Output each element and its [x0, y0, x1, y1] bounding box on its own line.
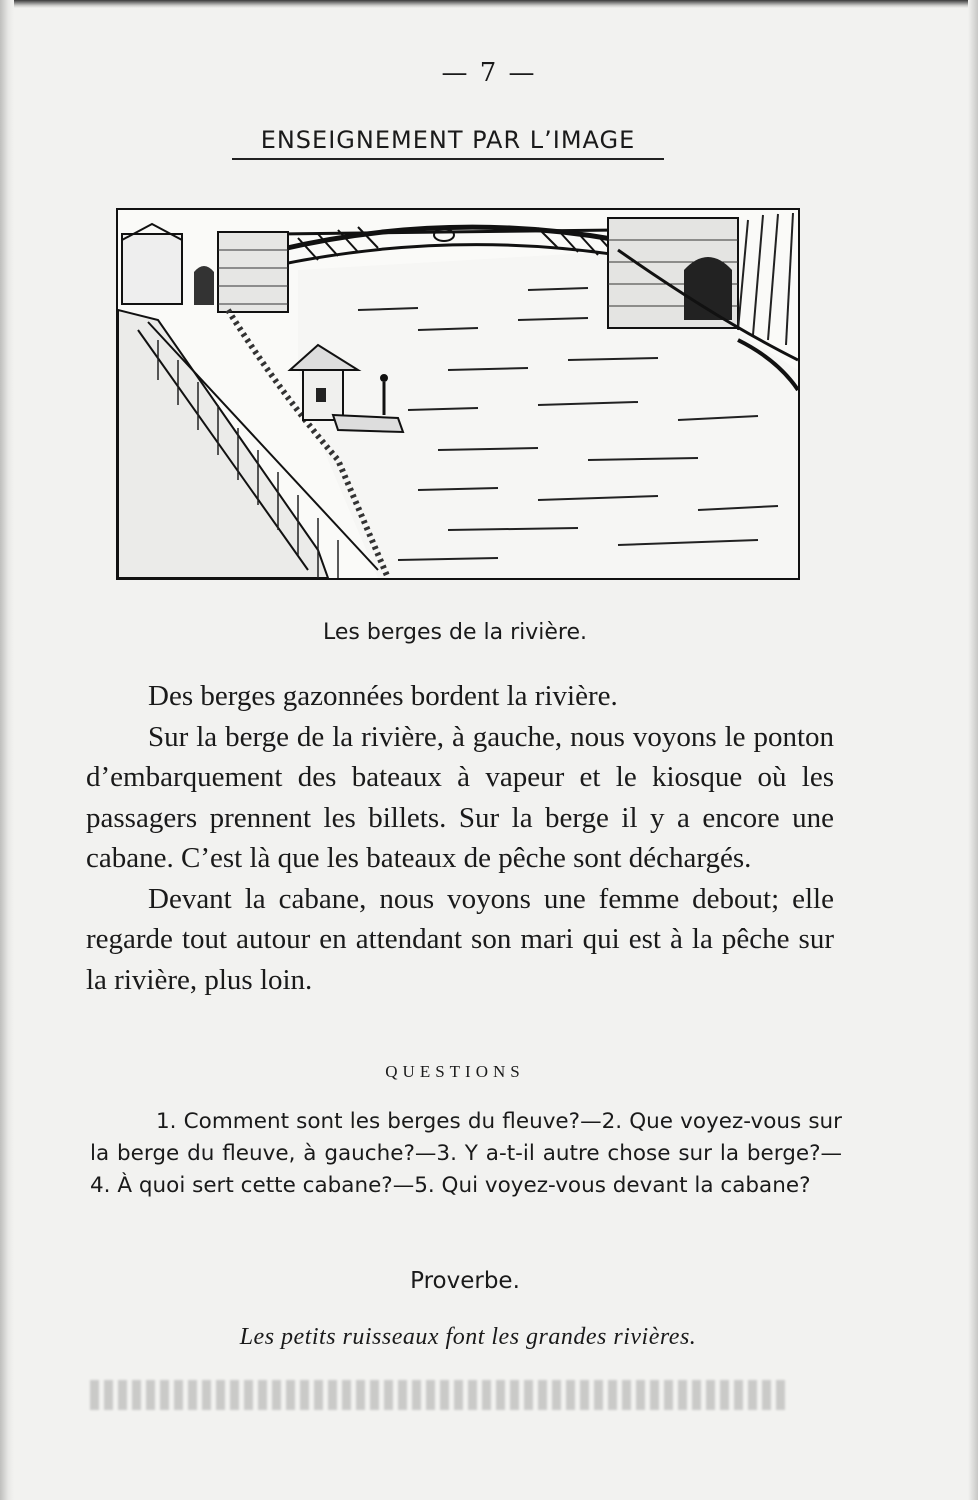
paragraph: Devant la cabane, nous voyons une femme debout; elle regarde tout autour en attendant son mari qui est à la pêche sur la rivière, plus loin. [86, 882, 834, 996]
paragraph: Des berges gazonnées bordent la rivière. [148, 680, 618, 712]
proverb-text: Les petits ruisseaux font les grandes rivières. [239, 1324, 697, 1350]
questions-text: 1. Comment sont les berges du fleuve?—2. Que voyez-vous sur la berge du fleuve, à gauche?—3. Y a-t-il autre chose sur la berge?— 4. À quoi sert cette cabane?—5. Qui voyez-vous devant la cabane? [90, 1109, 842, 1198]
questions-heading: QUESTIONS [385, 1062, 525, 1081]
section-title: ENSEIGNEMENT PAR L’IMAGE [232, 126, 664, 160]
page-number: — 7 — [441, 58, 537, 88]
paragraph: Sur la berge de la rivière, à gauche, nous voyons le ponton d’embarquement des bateaux à vapeur et le kiosque où les passagers prennent les billets. Sur la berge il y a encore une cabane. C’est là que les bateaux de pêche sont déchargés. [86, 720, 834, 874]
reading-text [86, 676, 834, 1000]
show-through-text [90, 1380, 790, 1410]
proverb-heading: Proverbe. [410, 1268, 520, 1294]
page-edge-right [968, 0, 978, 1500]
page-edge-top [0, 0, 978, 8]
illustration-drawing [118, 210, 798, 578]
river-illustration [116, 208, 800, 580]
figure-caption: Les berges de la rivière. [323, 620, 587, 645]
